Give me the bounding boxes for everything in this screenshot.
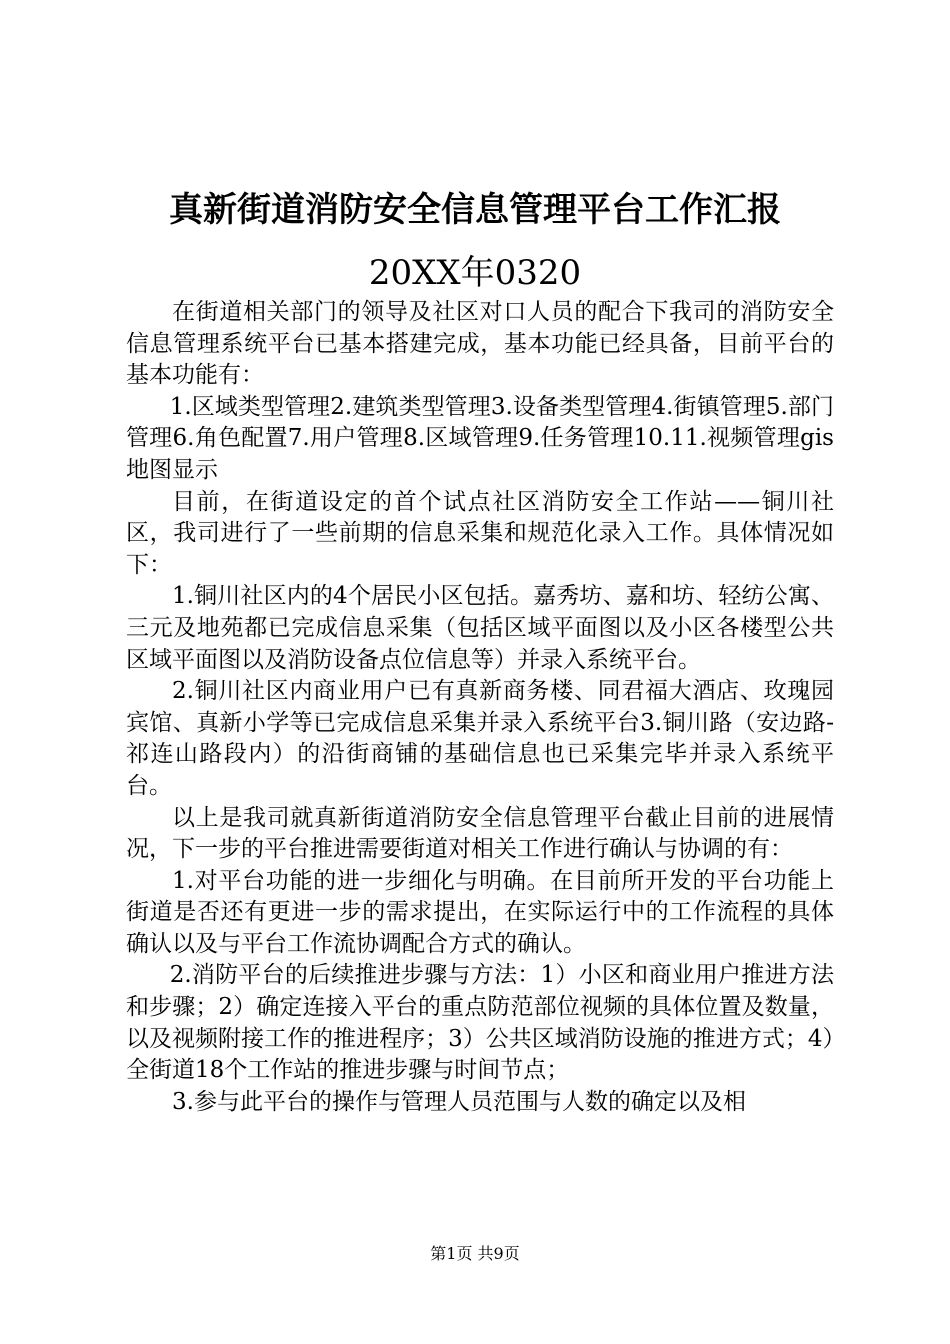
document-date: 20XX年0320	[368, 253, 582, 293]
paragraph-current: 目前，在街道设定的首个试点社区消防安全工作站——铜川社区，我司进行了一些前期的信息采集和规范化录入工作。具体情况如下：	[126, 488, 834, 578]
paragraph-functions: 1.区域类型管理2.建筑类型管理3.设备类型管理4.街镇管理5.部门管理6.角色配置7.用户管理8.区域管理9.任务管理10.11.视频管理gis地图显示	[126, 393, 834, 483]
document-title: 真新街道消防安全信息管理平台工作汇报	[169, 190, 781, 230]
paragraph-residential: 1.铜川社区内的4个居民小区包括。嘉秀坊、嘉和坊、轻纺公寓、三元及地苑都已完成信息采集（包括区域平面图以及小区各楼型公共区域平面图以及消防设备点位信息等）并录入系统平台。	[126, 583, 834, 673]
paragraph-item-2: 2.消防平台的后续推进步骤与方法：1）小区和商业用户推进方法和步骤；2）确定连接入平台的重点防范部位视频的具体位置及数量，以及视频附接工作的推进程序；3）公共区域消防设施的推进方式；4）全街道18个工作站的推进步骤与时间节点；	[126, 962, 834, 1084]
page-footer: 第1页 共9页	[430, 1244, 520, 1263]
paragraph-item-1: 1.对平台功能的进一步细化与明确。在目前所开发的平台功能上街道是否还有更进一步的需求提出，在实际运行中的工作流程的具体确认以及与平台工作流协调配合方式的确认。	[126, 867, 834, 957]
document-body	[126, 297, 834, 1118]
paragraph-item-3: 3.参与此平台的操作与管理人员范围与人数的确定以及相	[172, 1088, 746, 1115]
paragraph-intro: 在街道相关部门的领导及社区对口人员的配合下我司的消防安全信息管理系统平台已基本搭建完成，基本功能已经具备，目前平台的基本功能有：	[126, 299, 834, 389]
paragraph-summary: 以上是我司就真新街道消防安全信息管理平台截止目前的进展情况，下一步的平台推进需要街道对相关工作进行确认与协调的有：	[126, 804, 834, 863]
paragraph-commercial: 2.铜川社区内商业用户已有真新商务楼、同君福大酒店、玫瑰园宾馆、真新小学等已完成信息采集并录入系统平台3.铜川路（安边路-祁连山路段内）的沿街商铺的基础信息也已采集完毕并录入系统平台。	[126, 678, 834, 799]
